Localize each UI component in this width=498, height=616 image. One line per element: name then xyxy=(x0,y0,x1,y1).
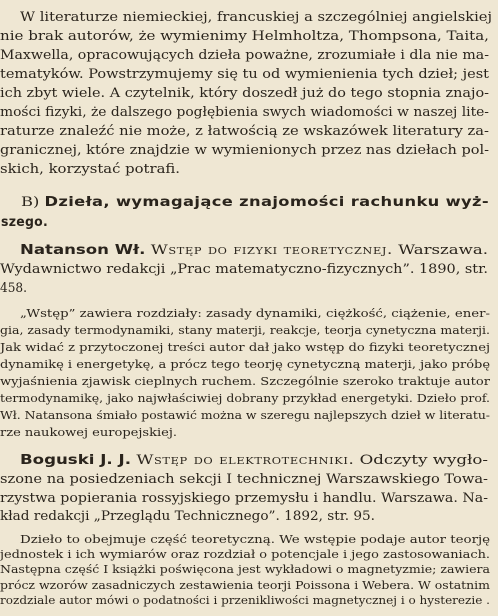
entry-city: Warszawa. xyxy=(398,243,488,259)
text-line: termodynamikę, jako najwłaściwiej dobrany przykład energetyki. Dzieło prof. xyxy=(0,391,491,406)
text-line: tematyków. Powstrzymujemy się tu od wymienienia tych dzieł; jest xyxy=(0,67,489,83)
text-line: Następna część I książki poświęcona jest wykładowi o magnetyzmie; zawiera xyxy=(0,562,491,577)
entry-heading-line xyxy=(20,453,488,469)
text-line: „Wstęp” zawiera rozdziały: zasady dynamiki, ciężkość, ciążenie, ener- xyxy=(20,305,491,320)
text-line: W literaturze niemieckiej, francuskiej a szczególniej angielskiej xyxy=(20,9,492,25)
text-line: gia, zasady termodynamiki, stany materji, reakcje, teorja cynetyczna materji. xyxy=(0,322,491,337)
entry-title: Wstęp do fizyki teoretycznej. xyxy=(150,243,393,259)
entry-publisher: Wydawnictwo redakcji „Prac matematyczno-fizycznych”. 1890, str. xyxy=(0,262,488,278)
entry-subtitle: rzystwa popierania rossyjskiego przemysłu i handlu. Warszawa. Na- xyxy=(0,490,489,506)
text-line: raturze znaleźć nie może, z łatwością ze wskazówek literatury za- xyxy=(0,124,489,139)
entry-subtitle: Odczyty wygło- xyxy=(359,452,489,468)
text-line: granicznej, które znajdzie w wymienionych przez nas dziełach pol- xyxy=(0,143,490,158)
section-title: Dzieła, wymagające znajomości rachunku wyż- xyxy=(44,195,490,211)
entry-author: Natanson Wł. xyxy=(20,243,146,259)
text-line: jednostek i ich wymiarów oraz rozdział o potencjale i jego zastosowaniach. xyxy=(0,547,491,562)
text-line: dynamikę i energetykę, a prócz tego teorję cynetyczną materji, jako próbę xyxy=(0,357,491,371)
entry-subtitle: szone na posiedzeniach sekcji I technicznej Warszawskiego Towa- xyxy=(0,471,489,487)
text-line: nie brak autorów, że wymienimy Helmholtza, Thompsona, Taita, xyxy=(0,29,489,45)
text-line: mości fizyki, że dalszego pogłębienia swych wiadomości w naszej lite- xyxy=(0,105,489,121)
section-heading-line xyxy=(21,195,489,211)
entry-pages: 458. xyxy=(0,281,27,297)
text-line: rze naukowej europejskiej. xyxy=(0,425,177,440)
entry-title: Wstęp do elektrotechniki. xyxy=(136,452,355,468)
entry-author: Boguski J. J. xyxy=(20,452,132,468)
text-line: ich zbyt wiele. A czytelnik, który doszedł już do tego stopnia znajo- xyxy=(0,86,490,102)
text-line: Dzieło to obejmuje część teoretyczną. We wstępie podaje autor teorję xyxy=(20,532,490,547)
text-line: prócz wzorów zasadniczych zestawienia teorji Poissona i Webera. W ostatnim xyxy=(0,577,490,592)
section-label: B) xyxy=(21,195,45,211)
text-line: wyjaśnienia zjawisk cieplnych ruchem. Szczególnie szeroko traktuje autor xyxy=(0,374,490,388)
text-line: rozdziale autor mówi o podatności i przenikliwości magnetycznej i o hysterezie . xyxy=(0,592,490,607)
text-line: Wł. Natansona śmiało postawić można w szeregu najlepszych dzieł w literatu- xyxy=(0,408,490,423)
entry-publisher: kład redakcji „Przeglądu Technicznego”. 1892, str. 95. xyxy=(0,509,375,525)
section-title: szego. xyxy=(1,214,48,230)
text-line: Maxwella, opracowujących dzieła poważne, zrozumiałe i dla nie ma- xyxy=(0,48,489,64)
text-line: Jak widać z przytoczonej treści autor dał jako wstęp do fizyki teoretycznej xyxy=(0,339,491,354)
entry-heading-line xyxy=(20,243,488,259)
text-line: skich, korzystać potrafi. xyxy=(0,161,181,177)
